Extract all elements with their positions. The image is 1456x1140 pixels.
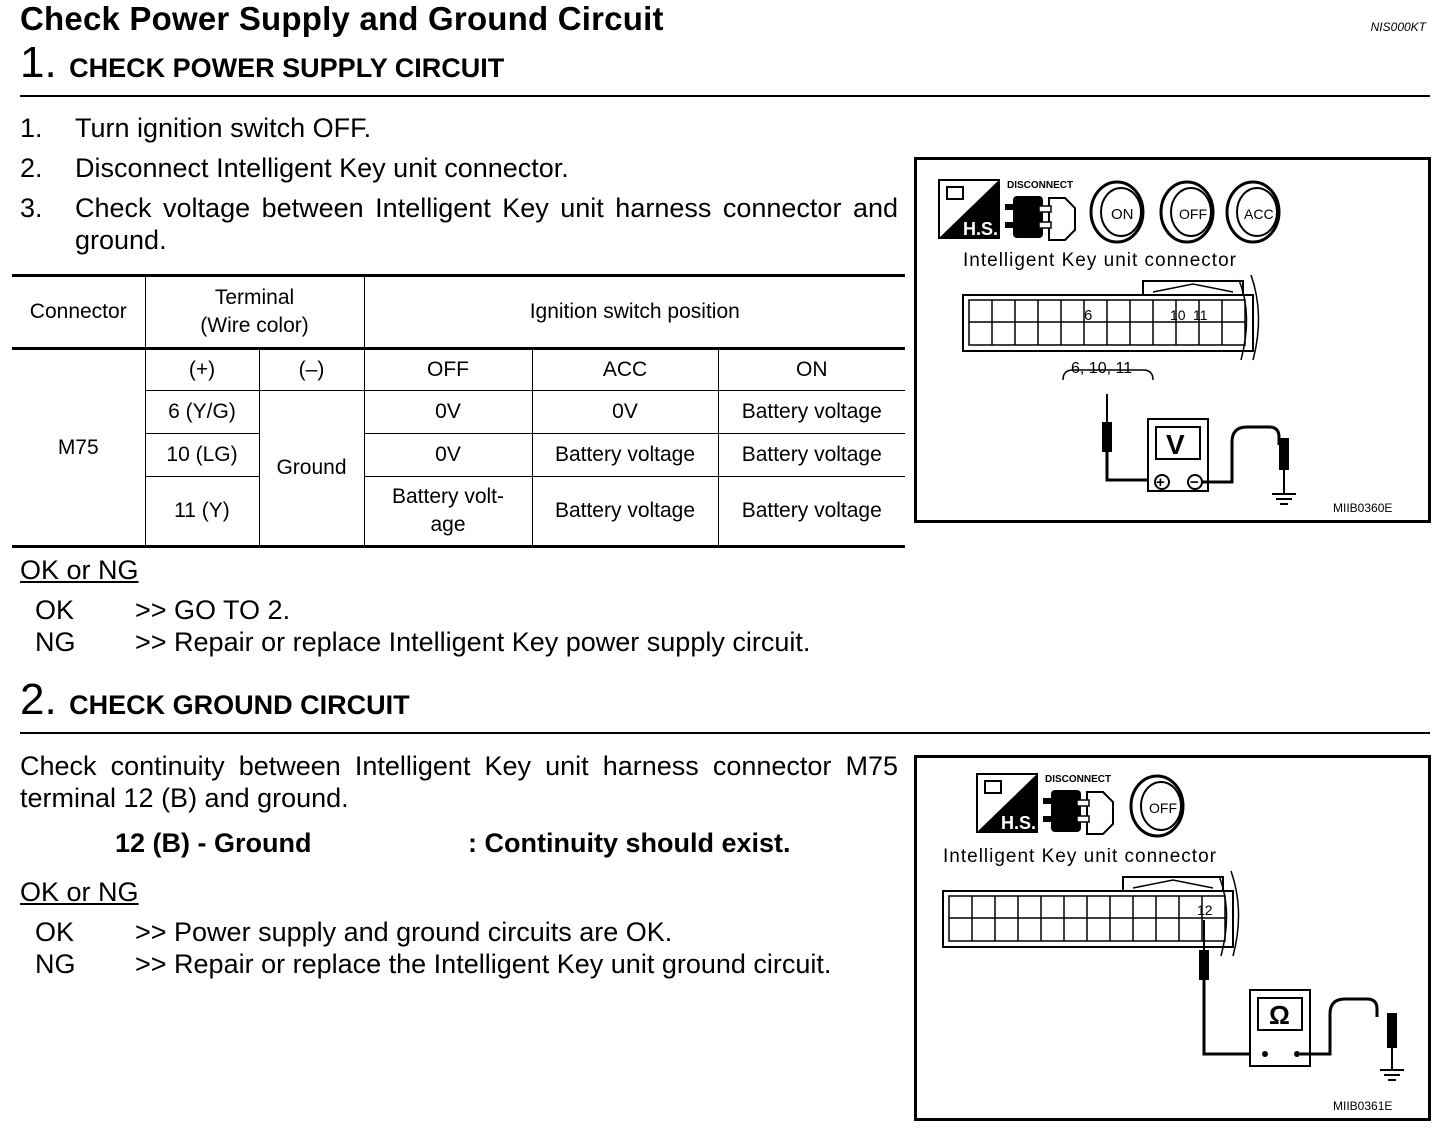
header-plus: (+) [145, 349, 259, 391]
disconnect-label: DISCONNECT [1045, 774, 1112, 785]
key-on-label: ON [1111, 206, 1134, 223]
step-number: 3. [20, 193, 43, 223]
voltage-check-diagram [917, 160, 1428, 520]
section2-body: Check continuity between Intelligent Key unit harness connector M75 terminal 12 (B) and ground. [20, 751, 898, 813]
ok-text: >> GO TO 2. [135, 595, 291, 625]
connector-face [963, 275, 1259, 360]
section1-header [20, 38, 504, 88]
step-text: Turn ignition switch OFF. [75, 113, 372, 143]
harness-sheet-icon [977, 774, 1037, 833]
connector-cell: M75 [12, 349, 145, 547]
section1-rule [20, 95, 1430, 97]
figure-id: MIIB0360E [1333, 501, 1393, 515]
ok-label: OK [35, 917, 75, 947]
pin-12-label: 12 [1197, 902, 1213, 918]
ok-text: >> Power supply and ground circuits are OK. [135, 917, 673, 947]
step-text: Disconnect Intelligent Key unit connector. [75, 153, 569, 183]
hs-label: H.S. [1001, 813, 1037, 833]
terminal-cell: 10 (LG) [145, 434, 259, 477]
voltmeter [1102, 394, 1289, 491]
ground-symbol [1272, 470, 1296, 504]
section2-header [20, 675, 410, 725]
ng-text: >> Repair or replace the Intelligent Key unit ground circuit. [135, 949, 832, 979]
header-on: ON [718, 349, 905, 391]
result-ok [35, 916, 915, 948]
pin-6-label: 6 [1084, 307, 1093, 324]
terminal-cell: 6 (Y/G) [145, 391, 259, 434]
disconnect-label: DISCONNECT [1007, 180, 1074, 191]
acc-cell: 0V [532, 391, 718, 434]
figure-voltage-check [914, 157, 1431, 523]
section1-results [35, 594, 915, 658]
header-ignition-position: Ignition switch position [364, 276, 905, 349]
header-off: OFF [364, 349, 532, 391]
off-cell: 0V [364, 391, 532, 434]
ignition-key-acc-icon [1227, 182, 1279, 242]
terminal-cell: 11 (Y) [145, 477, 259, 547]
off-cell: 0V [364, 434, 532, 477]
figure-continuity-check [914, 755, 1431, 1121]
result-ng [35, 626, 915, 658]
section1-number: 1. [20, 38, 57, 87]
continuity-spec-right: : Continuity should exist. [468, 828, 791, 858]
meter-plus: + [1156, 474, 1165, 491]
on-cell: Battery voltage [718, 434, 905, 477]
key-off-label: OFF [1179, 206, 1207, 222]
table-row [12, 391, 905, 434]
section2-heading: CHECK GROUND CIRCUIT [69, 690, 410, 720]
ignition-key-off-icon [1161, 182, 1213, 242]
result-ng [35, 948, 915, 980]
meter-ohm-label: Ω [1269, 1000, 1290, 1030]
result-ok [35, 594, 915, 626]
step-text: Check voltage between Intelligent Key unit harness connector and ground. [75, 193, 898, 255]
section2-rule [20, 732, 1430, 734]
ok-label: OK [35, 595, 75, 625]
ohmmeter [1199, 920, 1397, 1066]
document-id: NIS000KT [1370, 20, 1426, 34]
section1-heading: CHECK POWER SUPPLY CIRCUIT [69, 53, 505, 83]
off-cell: Battery volt- age [364, 477, 532, 547]
step-number: 1. [20, 113, 43, 143]
header-connector: Connector [12, 276, 145, 349]
table-row [12, 434, 905, 477]
key-acc-label: ACC [1244, 206, 1274, 222]
section2-number: 2. [20, 675, 57, 724]
section1-ok-ng-label: OK or NG [20, 555, 139, 585]
ignition-key-on-icon [1091, 182, 1143, 242]
section2-results [35, 916, 915, 980]
on-cell: Battery voltage [718, 391, 905, 434]
disconnect-icon [1043, 774, 1113, 834]
step-number: 2. [20, 153, 43, 183]
ground-symbol [1380, 1048, 1404, 1080]
table-row [12, 477, 905, 547]
step-item [20, 112, 898, 144]
ng-label: NG [35, 949, 76, 979]
hs-label: H.S. [963, 219, 999, 239]
header-minus: (–) [259, 349, 364, 391]
acc-cell: Battery voltage [532, 477, 718, 547]
step-item [20, 152, 898, 184]
key-off-label: OFF [1149, 800, 1177, 816]
voltage-spec-table [12, 274, 905, 548]
connector-face [943, 871, 1239, 956]
section1-steps [20, 112, 898, 256]
on-cell: Battery voltage [718, 477, 905, 547]
continuity-spec-left: 12 (B) - Ground [115, 828, 312, 858]
header-terminal: Terminal (Wire color) [145, 276, 364, 349]
pin-11-label: 11 [1193, 307, 1208, 323]
disconnect-icon [1005, 180, 1075, 240]
ground-cell: Ground [259, 391, 364, 547]
pins-label: 6, 10, 11 [1071, 360, 1133, 377]
ng-text: >> Repair or replace Intelligent Key power supply circuit. [135, 627, 811, 657]
figure-id: MIIB0361E [1333, 1099, 1393, 1113]
meter-minus: − [1190, 474, 1199, 491]
page-title: Check Power Supply and Ground Circuit [20, 0, 664, 37]
acc-cell: Battery voltage [532, 434, 718, 477]
section2-ok-ng-label: OK or NG [20, 877, 139, 907]
connector-label: Intelligent Key unit connector [943, 846, 1217, 867]
pin-10-label: 10 [1170, 307, 1186, 323]
continuity-check-diagram [917, 758, 1428, 1118]
meter-v-label: V [1166, 429, 1185, 460]
step-item [20, 192, 898, 256]
header-acc: ACC [532, 349, 718, 391]
ng-label: NG [35, 627, 76, 657]
ignition-key-off-icon [1131, 776, 1183, 836]
harness-sheet-icon [939, 180, 999, 239]
connector-label: Intelligent Key unit connector [963, 250, 1237, 271]
